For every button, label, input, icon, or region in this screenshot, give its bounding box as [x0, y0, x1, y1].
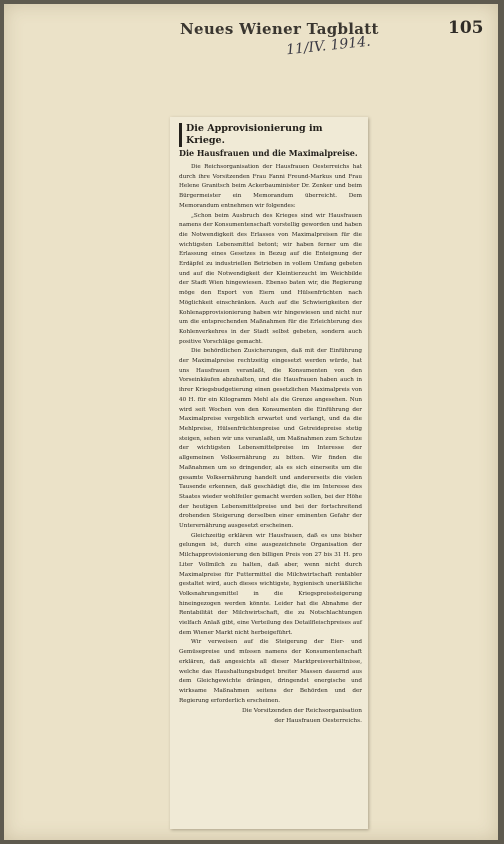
article-paragraph: Wir verweisen auf die Steigerung der Eier- und Gemüsepreise und müssen namens der Konsumentenschaft erklären, daß angesichts all dieser Marktpreisverhältnisse, welche das Haushaltungsbudget breiter Massen dauernd aus dem Gleichgewichte drängen, dringendst energische und wirksame Maßnahmen seitens der Behörden und der Regierung erforderlich erscheinen.	[179, 639, 362, 704]
page-number: 105	[448, 18, 484, 38]
article-signature	[179, 707, 362, 726]
article-subtitle: Die Hausfrauen und die Maximalpreise.	[179, 148, 358, 158]
article-paragraph: Gleichzeitig erklären wir Hausfrauen, daß es uns bisher gelungen ist, durch eine ausgezeichnete Organisation der Milchapprovisionierung den billigen Preis von 27 bis 31 H. pro Liter Vollmilch zu halten, daß aber, wenn nicht durch Maximalpreise für Futtermittel die Milchwirtschaft rentabler gestaltet wird, auch dieses wichtigste, hygienisch unerläßliche Volksnahrungsmittel in die Kriegspreissteigerung hineingezogen werden könnte. Leider hat die Abnahme der Rentabilität der Milchwirtschaft, die zu Notschlachtungen vielfach Anlaß gibt, eine Verteilung des Detailfleischpreises auf dem Wiener Markt nicht herbeigeführt.	[179, 532, 362, 636]
article-paragraph: Die behördlichen Zusicherungen, daß mit der Einführung der Maximalpreise rechtzeitig eingesetzt werden würde, hat uns Hausfrauen veranlaßt, die Konsumenten von den Vorseinkäufen abzuhalten, und die Hausfrauen haben auch in ihrer Kriegsbudgetierung einen gesetzlichen Maximalpreis von 40 H. für ein Kilogramm Mehl als die Grenze angesehen. Nun wird seit Wochen von den Konsumenten die Einführung der Maximalpreise vergeblich erwartet und verlangt, und da die Mehlpreise, Hülsenfrüchtenpreise und Getreidepreise stetig steigen, sehen wir uns veranlaßt, um Maßnahmen zum Schutze der wichtigsten Lebensmittelpreise im Interesse der allgemeinen Volksernährung zu bitten. Wir finden die Maßnahmen um so dringender, als es sich einerseits um die gesamte Volksernährung handelt und andererseits die vielen Tausende erkennen, daß geschädigt die, die im Interesse des Staates wieder wohlfeiler gemacht werden sollen, bei der Höhe der heutigen Lebensmittelpreise und bei der fortschreitend drohenden Steigerung derselben einer eminenten Gefahr der Unterernährung ausgesetzt erscheinen.	[179, 348, 362, 530]
newspaper-clipping	[170, 117, 368, 829]
article-title: Die Approvisionierung im Kriege.	[179, 123, 362, 147]
signature-line: der Hausfrauen Oesterreichs.	[274, 717, 362, 724]
article-paragraph: Die Reichsorganisation der Hausfrauen Oesterreichs hat durch ihre Vorsitzenden Frau Fanni Freund-Markus und Frau Helene Granitsch beim Ackerbauminister Dr. Zenker und beim Bürgermeister ein Memorandum überreicht. Dem Memorandum entnehmen wir folgendes:	[179, 164, 362, 209]
newspaper-masthead: Neues Wiener Tagblatt	[180, 20, 379, 38]
signature-line: Die Vorsitzenden der Reichsorganisation	[242, 708, 362, 715]
handwritten-date: 11/IV. 1914.	[285, 33, 372, 59]
archive-page	[4, 4, 498, 840]
article-paragraph: „Schon beim Ausbruch des Krieges sind wir Hausfrauen namens der Konsumentenschaft vorstellig geworden und haben die Notwendigkeit des Erlasses von Maximalpreisen für die wichtigsten Lebensmittel betont; wir haben ferner um die Erlassung eines Gesetzes in Bezug auf die Enteignung der Erdäpfel zu industriellen Betrieben in vollem Umfang gebeten und auf die Notwendigkeit der Kleintierzucht im Weichbilde der Stadt Wien hingewiesen. Ebenso baten wir, die Regierung möge den Export von Eiern und Hülsenfrüchten nach Möglichkeit einschränken. Auch auf die Schwierigkeiten der Kohlenapprovisionierung haben wir hingewiesen und nicht nur um die entsprechenden Maßnahmen für die Erleichterung des Kohlenverkehres in der Stadt selbst gebeten, sondern auch positive Vorschläge gemacht.	[179, 212, 362, 345]
article-body	[179, 163, 362, 706]
